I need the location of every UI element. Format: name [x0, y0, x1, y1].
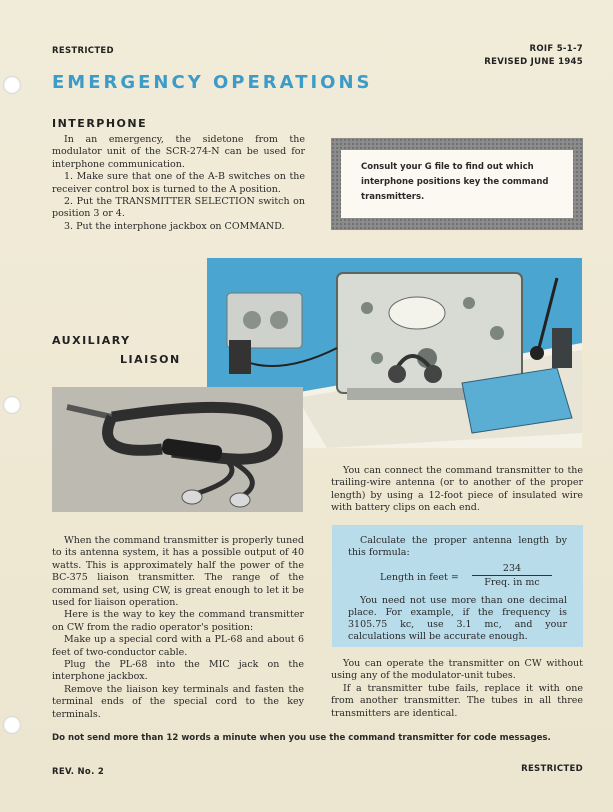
- formula-note: You need not use more than one decimal place. For example, if the frequency is 3105.75 kc, use 3.1 mc, and your calculations will be accurate enough.: [348, 595, 567, 642]
- interphone-heading: INTERPHONE: [52, 117, 148, 130]
- interphone-text: [52, 134, 305, 233]
- cord-photo: [52, 387, 303, 512]
- interphone-step: 1. Make sure that one of the A-B switches on the receiver control box is turned to the A position.: [52, 171, 305, 195]
- bottom-warning: Do not send more than 12 words a minute when you use the command transmitter for code messages.: [52, 733, 551, 743]
- formula-denominator: Freq. in mc: [484, 577, 540, 588]
- header-restricted: RESTRICTED: [52, 46, 114, 56]
- liaison-step: Make up a special cord with a PL-68 and about 6 feet of two-conductor cable.: [52, 634, 304, 658]
- tube-para: If a transmitter tube fails, replace it with one from another transmitter. The tubes in all three transmitters are identical.: [331, 682, 583, 719]
- cw-operation-text: [331, 658, 583, 720]
- footer-rev: REV. No. 2: [52, 767, 105, 777]
- binder-hole-middle: [3, 396, 21, 414]
- note-text: Consult your G file to find out which interphone positions key the command transmitters.: [341, 150, 573, 218]
- liaison-para: Here is the way to key the command transmitter on CW from the radio operator's position:: [52, 609, 304, 633]
- interphone-step: 3. Put the interphone jackbox on COMMAND.: [64, 220, 285, 232]
- cw-para: You can operate the transmitter on CW without using any of the modulator-unit tubes.: [331, 658, 583, 682]
- interphone-step: 2. Put the TRANSMITTER SELECTION switch on position 3 or 4.: [52, 196, 305, 220]
- antenna-connection-para: You can connect the command transmitter to the trailing-wire antenna (or to another of the proper length) by using a 12-foot piece of insulated wire with battery clips on each end.: [331, 465, 583, 514]
- formula-intro: Calculate the proper antenna length by this formula:: [348, 535, 567, 558]
- header-doc-id: ROIF 5-1-7: [529, 44, 583, 54]
- auxiliary-heading: AUXILIARY: [52, 334, 131, 347]
- header-revised: REVISED JUNE 1945: [484, 57, 583, 67]
- note-box: [331, 138, 583, 230]
- cord-illustration: [52, 387, 303, 512]
- formula: [348, 563, 567, 593]
- liaison-step: Remove the liaison key terminals and fasten the terminal ends of the special cord to the key terminals.: [52, 683, 304, 720]
- page-title: EMERGENCY OPERATIONS: [52, 72, 373, 93]
- liaison-para: When the command transmitter is properly tuned to its antenna system, it has a possible output of 40 watts. This is approximately half the power of the BC-375 liaison transmitter. The range of the command set, using CW, is great enough to let it be used for liaison operation.: [52, 535, 304, 609]
- binder-hole-top: [3, 76, 21, 94]
- formula-numerator: 234: [472, 563, 552, 576]
- footer-restricted: RESTRICTED: [521, 764, 583, 774]
- binder-hole-bottom: [3, 716, 21, 734]
- antenna-connection-text: [331, 465, 583, 515]
- liaison-text: [52, 535, 304, 721]
- formula-box: [332, 525, 583, 647]
- interphone-para: In an emergency, the sidetone from the modulator unit of the SCR-274-N can be used for interphone communication.: [52, 134, 305, 170]
- formula-lhs: Length in feet =: [380, 572, 459, 583]
- liaison-heading: LIAISON: [120, 353, 181, 366]
- liaison-step: Plug the PL-68 into the MIC jack on the interphone jackbox.: [52, 659, 304, 683]
